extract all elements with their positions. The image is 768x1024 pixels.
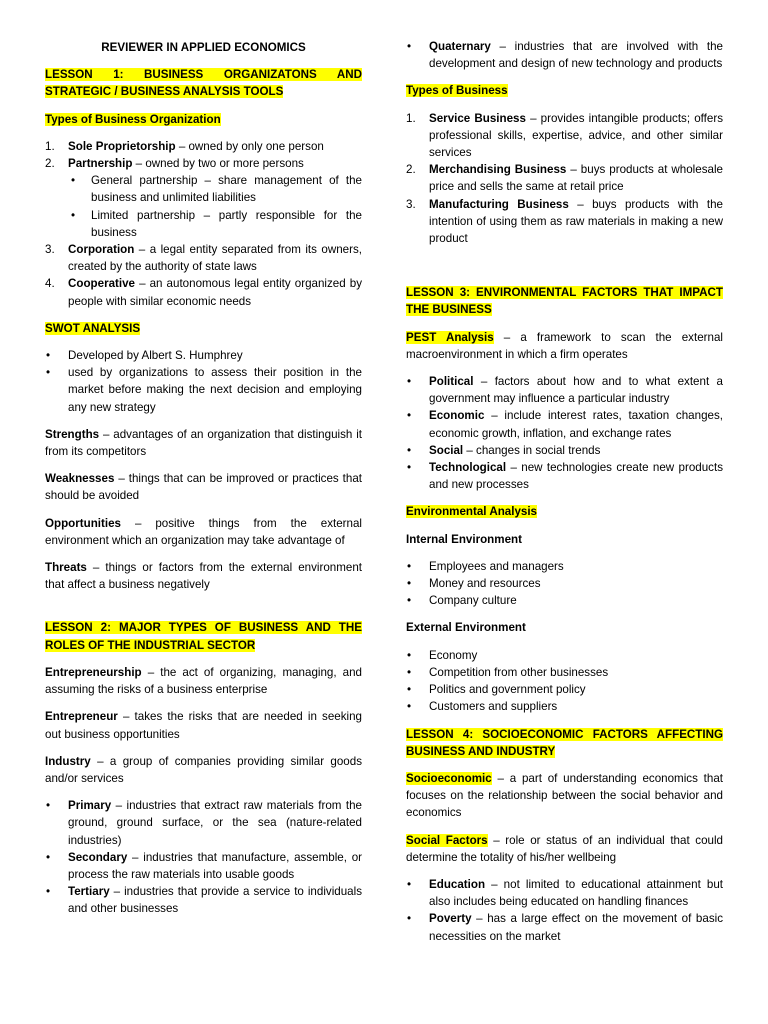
business-organization-heading: Types of Business Organization [45, 112, 221, 126]
list-item: • Money and resources [407, 577, 541, 591]
right-column [406, 38, 723, 955]
list-item: • Employees and managers [407, 559, 564, 573]
list-item: • Economic – include interest rates, taxation changes, economic growth, inflation, and exchange rates [407, 409, 723, 440]
list-item: • Political – factors about how and to what extent a government may influence a particular industry [407, 375, 723, 406]
industry-definition: Industry – a group of companies providing similar goods and/or services [45, 754, 362, 785]
social-factors-list [406, 876, 723, 945]
partnership-sublist [68, 172, 362, 241]
industry-sectors-list-continued [406, 38, 723, 72]
lesson4-heading: LESSON 4: SOCIOECONOMIC FACTORS AFFECTING BUSINESS AND INDUSTRY [406, 727, 723, 758]
list-item: • Tertiary – industries that provide a service to individuals and other businesses [46, 885, 362, 916]
list-item: • Primary – industries that extract raw materials from the ground, ground surface, or the sea (nature-related industries) [46, 799, 362, 847]
left-column [45, 30, 362, 928]
list-item: • Politics and government policy [407, 683, 586, 697]
sub-list-item: • Limited partnership – partly responsible for the business [71, 208, 362, 239]
internal-environment-heading: Internal Environment [406, 532, 522, 546]
entrepreneur-definition: Entrepreneur – takes the risks that are needed in seeking out business opportunities [45, 710, 362, 741]
list-item: 2. Merchandising Business – buys products at wholesale price and sells the same at retail price [406, 163, 723, 194]
list-item: • Social – changes in social trends [407, 443, 601, 457]
environmental-analysis-heading: Environmental Analysis [406, 505, 538, 519]
lesson1-heading: LESSON 1: BUSINESS ORGANIZATONS AND STRATEGIC / BUSINESS ANALYSIS TOOLS [45, 68, 362, 99]
sub-list-item: • General partnership – share management of the business and unlimited liabilities [71, 174, 362, 205]
list-item: 3. Corporation – a legal entity separated from its owners, created by the authority of state laws [45, 243, 362, 274]
list-item: 1. Service Business – provides intangible products; offers professional skills, expertise, advice, and other similar services [406, 111, 723, 160]
swot-threats: Threats – things or factors from the external environment that affect a business negatively [45, 561, 362, 592]
list-item: • Technological – new technologies create new products and new processes [407, 461, 723, 492]
pest-definition: PEST Analysis – a framework to scan the external macroenvironment in which a firm operates [406, 330, 723, 361]
list-item: 2. Partnership – owned by two or more persons • General partnership – share management of the business and unlimited liabilities • Limited partnership – partly responsible for the business [45, 155, 362, 241]
list-item: 4. Cooperative – an autonomous legal entity organized by people with similar economic needs [45, 277, 362, 308]
external-environment-list [406, 647, 723, 716]
swot-opportunities: Opportunities – positive things from the external environment which an organization may take advantage of [45, 516, 362, 547]
list-item: 3. Manufacturing Business – buys products with the intention of using them as raw materials in making a new product [406, 197, 723, 246]
swot-heading: SWOT ANALYSIS [45, 321, 141, 335]
pest-list [406, 373, 723, 493]
list-item: • used by organizations to assess their position in the market before making the next decision and employing any new strategy [46, 366, 362, 414]
list-item: • Competition from other businesses [407, 665, 609, 679]
list-item: • Poverty – has a large effect on the movement of basic necessities on the market [407, 912, 723, 943]
swot-weaknesses: Weaknesses – things that can be improved or practices that should be avoided [45, 472, 362, 503]
swot-bullets [45, 347, 362, 416]
list-item: 1. Sole Proprietorship – owned by only one person [45, 139, 324, 153]
types-of-business-heading: Types of Business [406, 84, 508, 98]
lesson3-heading: LESSON 3: ENVIRONMENTAL FACTORS THAT IMPACT THE BUSINESS [406, 286, 723, 317]
list-item: • Quaternary – industries that are involved with the development and design of new technology and products [407, 40, 723, 71]
list-item: • Economy [407, 648, 478, 662]
socioeconomic-definition: Socioeconomic – a part of understanding economics that focuses on the relationship between the social behavior and economics [406, 771, 723, 820]
swot-strengths: Strengths – advantages of an organization that distinguish it from its competitors [45, 427, 362, 459]
list-item: • Secondary – industries that manufacture, assemble, or process the raw materials into usable goods [46, 850, 362, 881]
lesson2-heading: LESSON 2: MAJOR TYPES OF BUSINESS AND THE ROLES OF THE INDUSTRIAL SECTOR [45, 621, 362, 652]
internal-environment-list [406, 558, 723, 610]
industry-sectors-list [45, 797, 362, 917]
business-organization-list [45, 138, 362, 310]
list-item: • Customers and suppliers [407, 700, 558, 714]
list-item: • Education – not limited to educational attainment but also includes being educated on handling finances [407, 877, 723, 909]
list-item: • Developed by Albert S. Humphrey [46, 349, 243, 363]
document-title: REVIEWER IN APPLIED ECONOMICS [101, 41, 306, 54]
entrepreneurship-definition: Entrepreneurship – the act of organizing, managing, and assuming the risks of a business enterprise [45, 665, 362, 697]
types-of-business-list [406, 110, 723, 248]
social-factors-definition: Social Factors – role or status of an individual that could determine the totality of his/her wellbeing [406, 833, 723, 864]
list-item: • Company culture [407, 594, 517, 608]
external-environment-heading: External Environment [406, 621, 526, 635]
